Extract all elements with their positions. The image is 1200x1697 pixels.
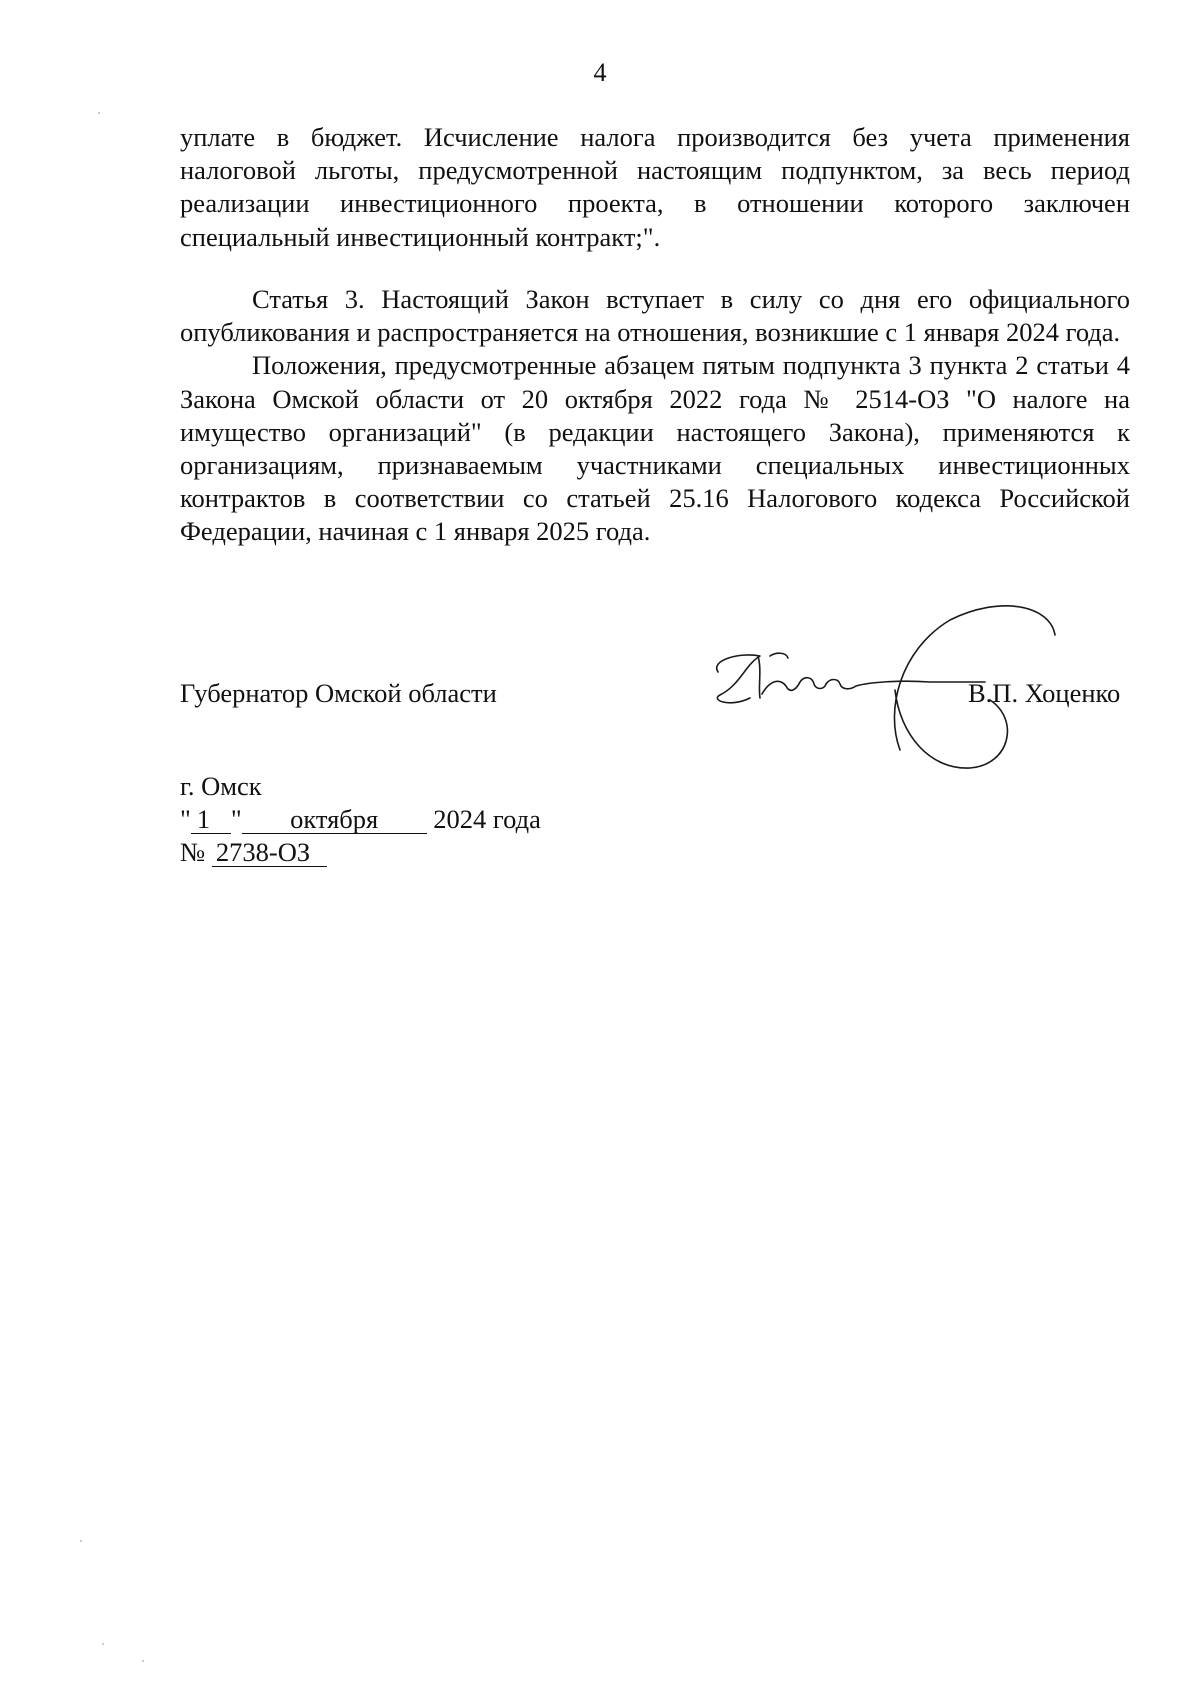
scan-speck [80,1540,82,1542]
paragraph: уплате в бюджет. Исчисление налога производится без учета применения налоговой льготы, предусмотренной настоящим подпунктом, за весь период реализации инвестиционного проекта, в отношении которого заключен специальный инвестиционный контракт;". [180,122,1130,252]
signatory-name: В.П. Хоценко [968,678,1121,708]
paragraph-provisions: Положения, предусмотренные абзацем пятым подпункта 3 пункта 2 статьи 4 Закона Омской области от 20 октября 2022 года № 2514-ОЗ "О налоге на имущество организаций" (в редакции настоящего Закона), применяются к организациям, признаваемым участниками специальных инвестиционных контрактов в соответствии со статьей 25.16 Налогового кодекса Российской Федерации, начиная с 1 января 2025 года. [180,350,1130,547]
law-number: 2738-ОЗ [212,838,327,867]
page-number: 4 [593,58,607,87]
scan-speck [98,112,100,114]
law-date [180,803,541,835]
date-day: 1 [191,805,231,834]
quote-close: " [230,804,242,834]
law-number-line [180,836,327,868]
date-month: октября [242,805,427,834]
number-sign: № [180,837,206,867]
article-3-text [180,283,1130,549]
place-city: г. Омск [180,771,262,801]
paragraph-article-3: Статья 3. Настоящий Закон вступает в силу со дня его официального опубликования и распространяется на отношения, возникшие с 1 января 2024 года. [180,284,1130,348]
quote-open: " [180,804,191,834]
scan-speck [102,1643,104,1645]
signatory-title: Губернатор Омской области [180,678,497,708]
date-year: 2024 года [433,804,541,834]
continuation-text [180,121,1130,254]
scan-speck [142,1660,144,1662]
